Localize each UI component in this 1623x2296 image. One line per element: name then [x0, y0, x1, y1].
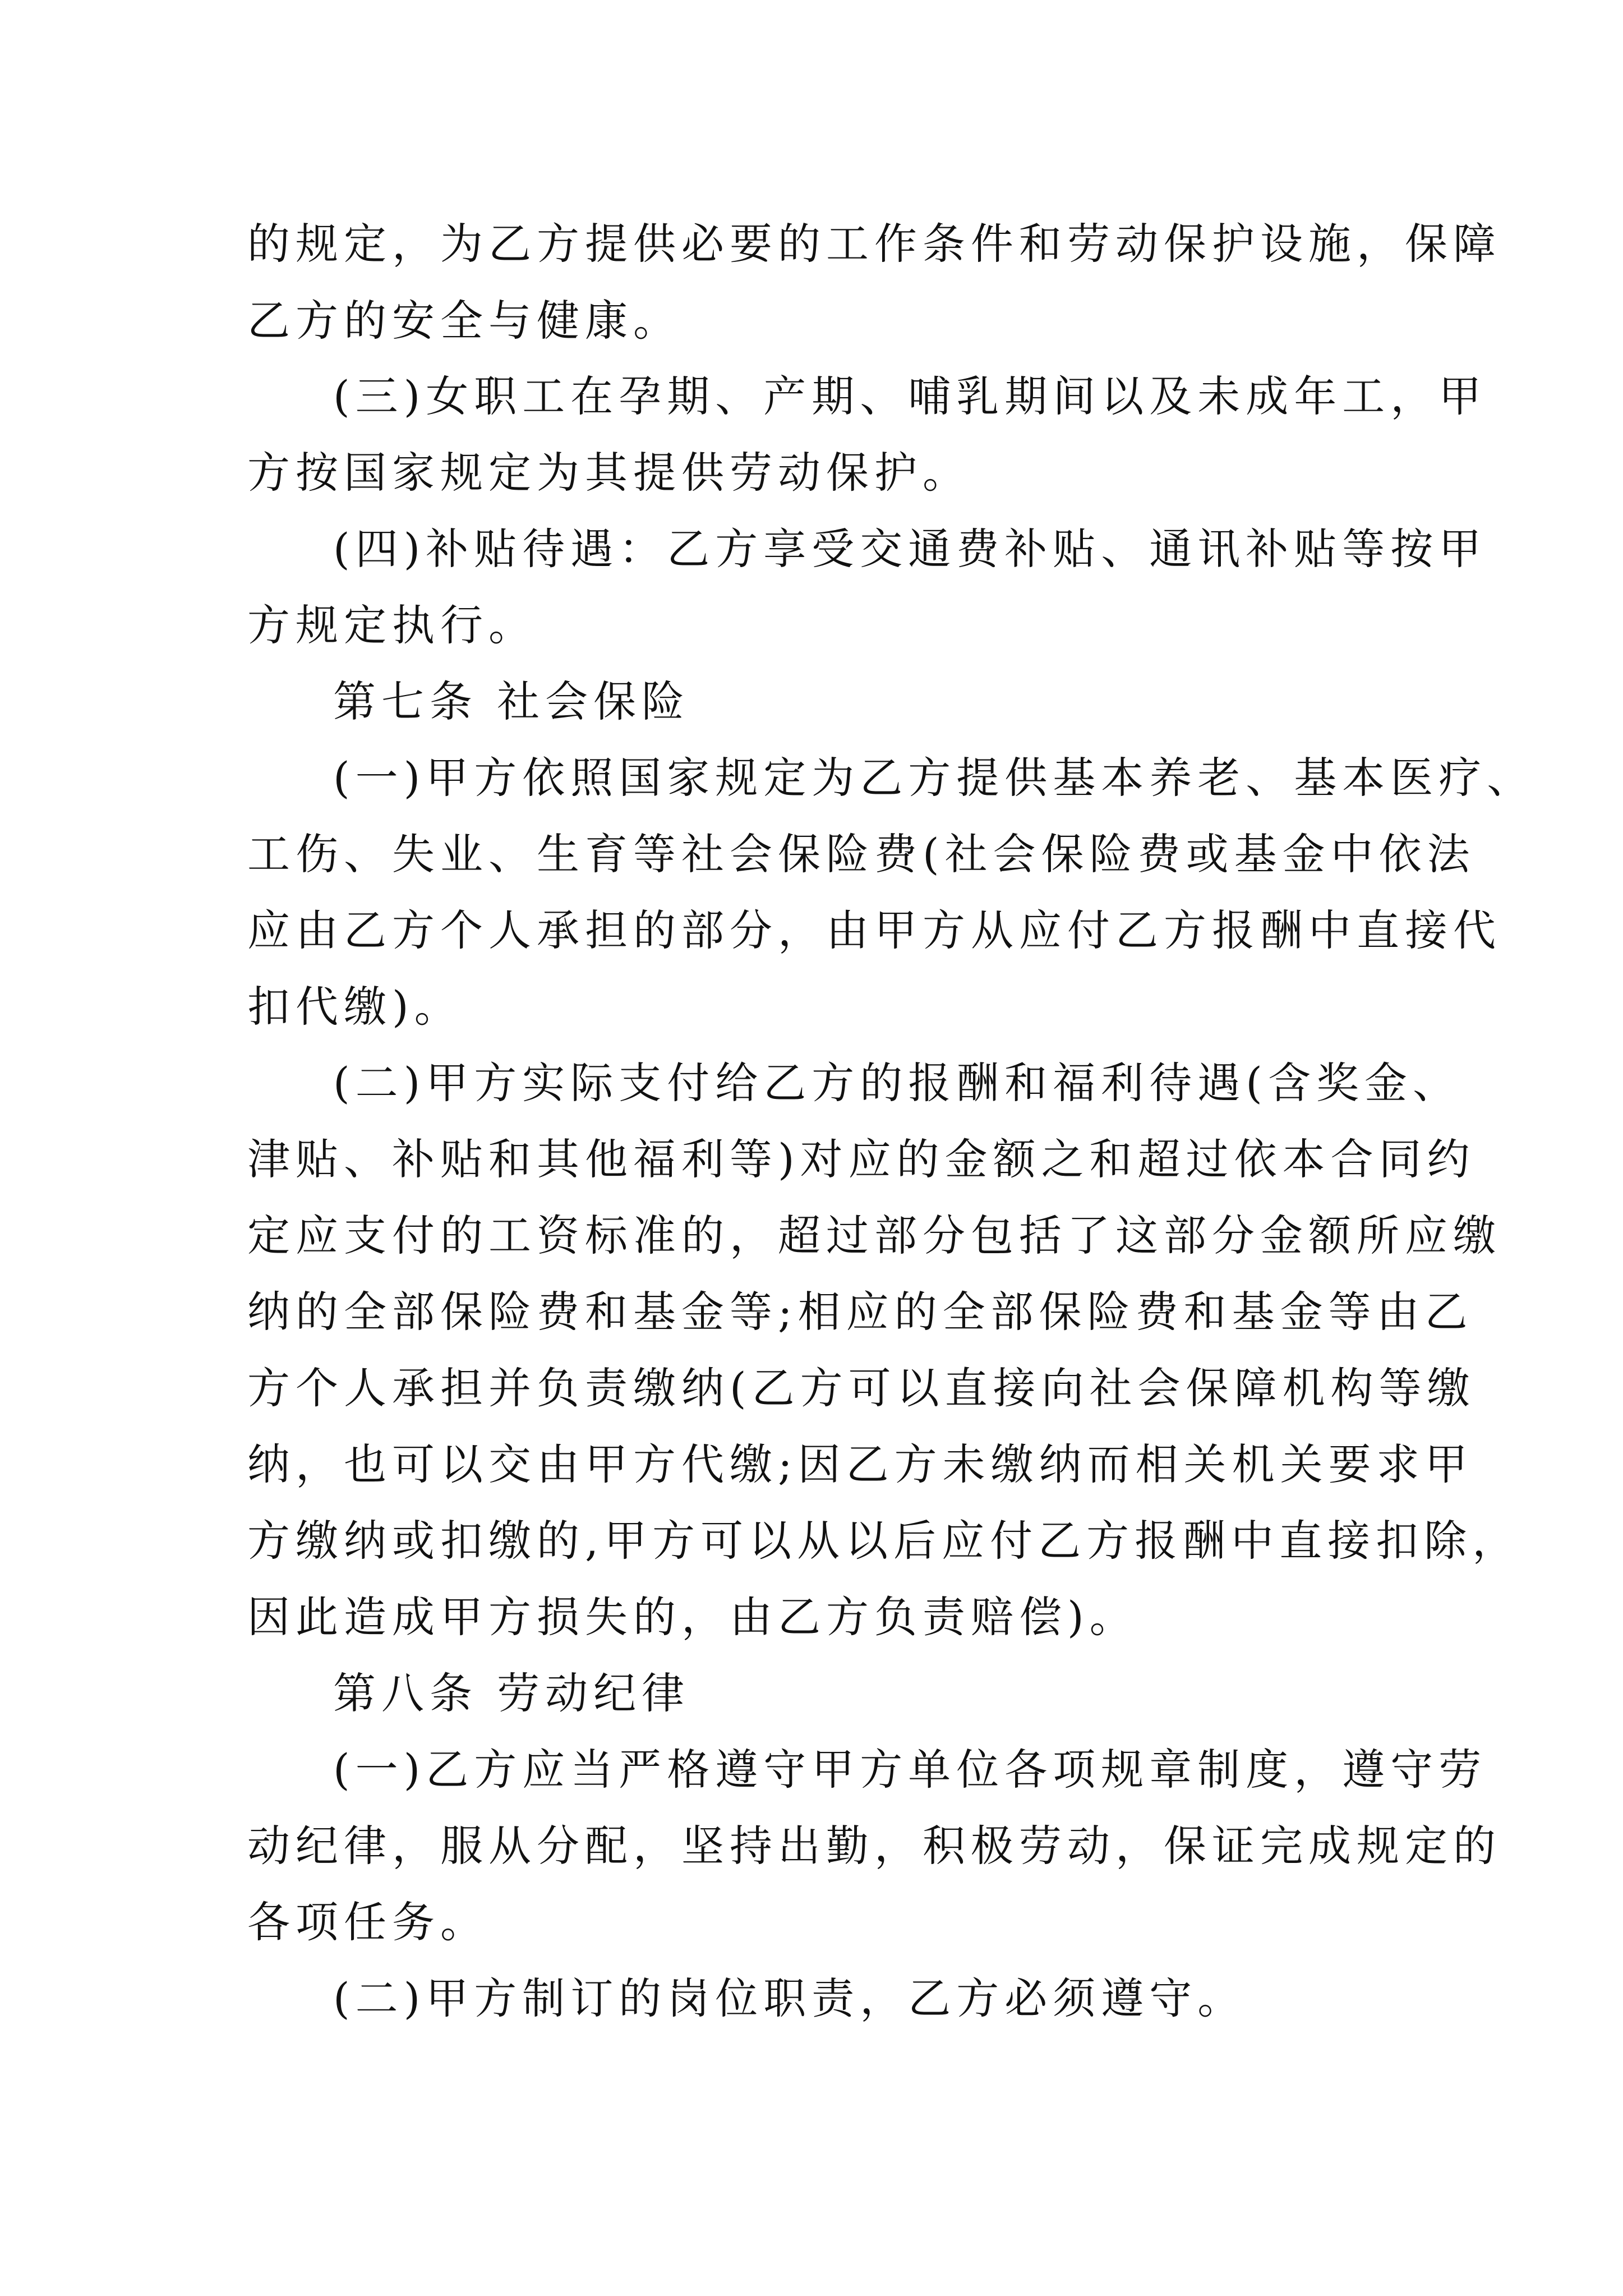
text-line-24: (二)甲方制订的岗位职责，乙方必须遵守。: [333, 1973, 1246, 2023]
text-line-10: 应由乙方个人承担的部分，由甲方从应付乙方报酬中直接代: [247, 905, 1501, 955]
text-line-19: 因此造成甲方损失的，由乙方负责赔偿)。: [247, 1592, 1138, 1642]
text-line-13: 津贴、补贴和其他福利等)对应的金额之和超过依本合同约: [247, 1134, 1476, 1184]
text-line-23: 各项任务。: [247, 1897, 488, 1947]
text-line-6: 方规定执行。: [247, 600, 537, 650]
text-line-12: (二)甲方实际支付给乙方的报酬和福利待遇(含奖金、: [333, 1058, 1461, 1108]
text-line-2: 乙方的安全与健康。: [247, 296, 681, 346]
section-heading-article-8: 第八条 劳动纪律: [333, 1668, 690, 1718]
text-line-8: (一)甲方依照国家规定为乙方提供基本养老、基本医疗、: [333, 753, 1536, 803]
text-line-18: 方缴纳或扣缴的,甲方可以从以后应付乙方报酬中直接扣除，: [247, 1516, 1521, 1566]
document-page: [247, 0, 1536, 2296]
section-heading-article-7: 第七条 社会保险: [333, 677, 690, 726]
text-line-3: (三)女职工在孕期、产期、哺乳期间以及未成年工，甲: [333, 371, 1487, 421]
text-line-16: 方个人承担并负责缴纳(乙方可以直接向社会保障机构等缴: [247, 1363, 1476, 1413]
text-line-22: 动纪律，服从分配，坚持出勤，积极劳动，保证完成规定的: [247, 1821, 1501, 1871]
text-line-4: 方按国家规定为其提供劳动保护。: [247, 448, 971, 498]
text-line-5: (四)补贴待遇：乙方享受交通费补贴、通讯补贴等按甲: [333, 524, 1487, 574]
text-line-9: 工伤、失业、生育等社会保险费(社会保险费或基金中依法: [247, 829, 1476, 879]
text-line-17: 纳，也可以交由甲方代缴;因乙方未缴纳而相关机关要求甲: [247, 1439, 1473, 1489]
text-line-15: 纳的全部保险费和基金等;相应的全部保险费和基金等由乙: [247, 1287, 1473, 1337]
text-line-11: 扣代缴)。: [247, 982, 463, 1032]
text-line-21: (一)乙方应当严格遵守甲方单位各项规章制度，遵守劳: [333, 1745, 1487, 1795]
text-line-14: 定应支付的工资标准的，超过部分包括了这部分金额所应缴: [247, 1211, 1501, 1260]
text-line-1: 的规定，为乙方提供必要的工作条件和劳动保护设施，保障: [247, 219, 1501, 269]
